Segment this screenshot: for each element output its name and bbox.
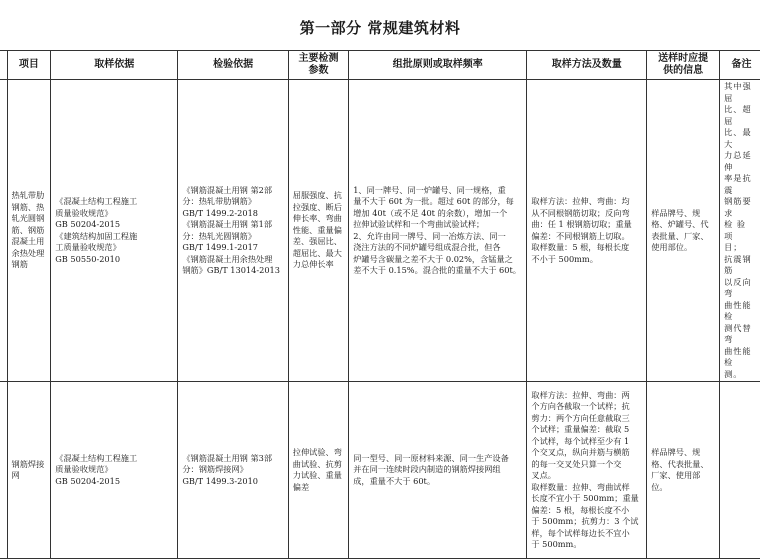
cell-info: 样品牌号、规 格、代表批量、 厂家、使用部 位。 [647,382,720,559]
cell-batching: 1、同一牌号、同一炉罐号、同一规格，重 量不大于 60t 为一批。超过 60t 的部分，每 增加 40t（或不足 40t 的余数），增加一个 拉伸试验试样和一个弯曲试验试样； 2、允许由同一牌号、同一冶炼方法、同一 浇注方法的不同炉罐号组成混合批，但各 炉罐号含碳量之差不大于 0.02%，含锰量之 差不大于 0.15%。混合批的重量不大于 60t。 [349,80,527,382]
cell-sampling-basis: 《混凝土结构工程施工 质量验收规范》 GB 50204-2015 [51,382,178,559]
cell-remarks: 其中强屈 比、超屈 比、最大 力总延伸 率是抗震 钢筋要求 检 验 项 目； 抗震钢筋 以反向弯 曲性能检 测代替弯 曲性能检 测。 [720,80,760,382]
cell-item: 钢筋焊接 网 [7,382,51,559]
cell-parameters: 拉伸试验、弯 曲试验、抗剪 力试验、重量 偏差 [288,382,348,559]
cell-batching: 同一型号、同一原材料来源、同一生产设备 并在同一连续时段内制造的钢筋焊接网组 成，重量不大于 60t。 [349,382,527,559]
materials-table [0,50,760,559]
page-title: 第一部分 常规建筑材料 [299,19,461,37]
header-info: 送样时应提 供的信息 [647,51,720,80]
cell-parameters: 屈服强度、抗 拉强度、断后 伸长率、弯曲 性能、重量偏 差、强屈比、 超屈比、最大 力总伸长率 [288,80,348,382]
header-sampling-basis: 取样依据 [51,51,178,80]
table-row [0,382,760,559]
cell-blank [0,80,7,382]
header-item: 项目 [7,51,51,80]
header-method: 取样方法及数量 [527,51,647,80]
table-header-row [0,51,760,80]
cell-sampling-basis: 《混凝土结构工程施工 质量验收规范》 GB 50204-2015 《建筑结构加固工程施 工质量验收规范》 GB 50550-2010 [51,80,178,382]
header-test-basis: 检验依据 [178,51,288,80]
header-remarks: 备注 [720,51,760,80]
table-row [0,80,760,382]
cell-method: 取样方法：拉伸、弯曲：均 从不同根钢筋切取；反向弯 曲：任 1 根钢筋切取；重量 偏差：不同根钢筋上切取。 取样数量：5 根，每根长度 不小于 500mm。 [527,80,647,382]
cell-blank [0,382,7,559]
cell-item: 热轧带肋 钢筋、热 轧光圆钢 筋、钢筋 混凝土用 余热处理 钢筋 [7,80,51,382]
header-parameters: 主要检测 参数 [288,51,348,80]
cell-remarks [720,382,760,559]
cell-test-basis: 《钢筋混凝土用钢 第2部 分：热轧带肋钢筋》 GB/T 1499.2-2018 《钢筋混凝土用钢 第1部 分：热轧光圆钢筋》 GB/T 1499.1-2017 《钢筋混凝土用余热处理 钢筋》GB/T 13014-2013 [178,80,288,382]
cell-test-basis: 《钢筋混凝土用钢 第3部 分：钢筋焊接网》 GB/T 1499.3-2010 [178,382,288,559]
header-blank [0,51,7,80]
cell-info: 样品牌号、规 格、炉罐号、代 表批量、厂家、 使用部位。 [647,80,720,382]
header-batching: 组批原则或取样频率 [349,51,527,80]
cell-method: 取样方法：拉伸、弯曲：两 个方向各截取一个试样；抗 剪力：两个方向任意截取三 个试样；重量偏差：截取 5 个试样，每个试样至少有 1 个交叉点，纵向并筋与横筋 的每一交叉处只算一个交 叉点。 取样数量：拉伸、弯曲试样 长度不宜小于 500mm；重量 偏差：5 根，每根长度不小 于 500mm；抗剪力：3 个试 样，每个试样每边长不宜小 于 500mm。 [527,382,647,559]
